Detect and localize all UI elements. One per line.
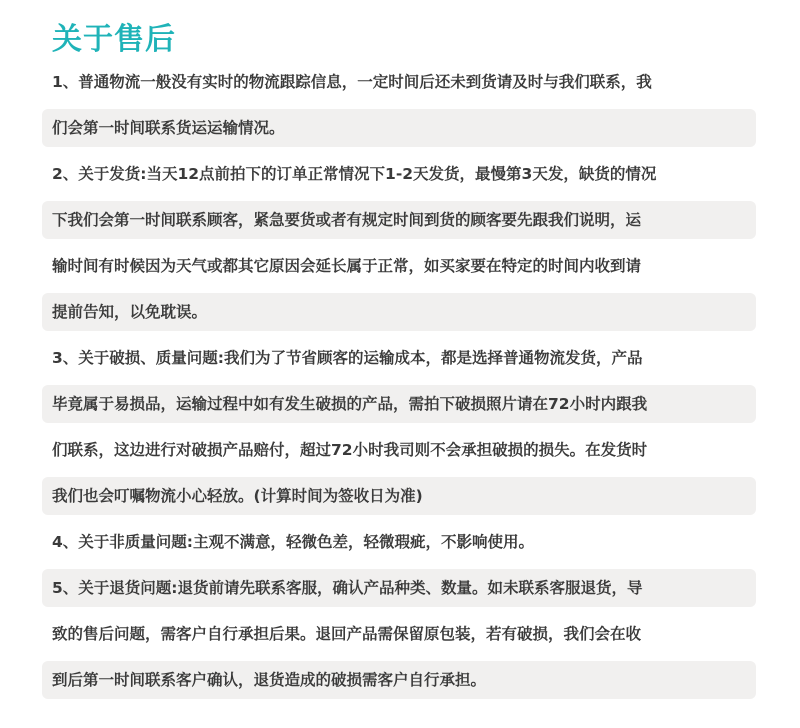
policy-line: 2、关于发货:当天12点前拍下的订单正常情况下1-2天发货，最慢第3天发，缺货的情况: [52, 165, 657, 183]
policy-line: 下我们会第一时间联系顾客，紧急要货或者有规定时间到货的顾客要先跟我们说明，运: [42, 201, 756, 239]
policy-line: 1、普通物流一般没有实时的物流跟踪信息，一定时间后还未到货请及时与我们联系，我: [52, 73, 652, 91]
policy-line: 毕竟属于易损品，运输过程中如有发生破损的产品，需拍下破损照片请在72小时内跟我: [42, 385, 756, 423]
policy-line: 4、关于非质量问题:主观不满意，轻微色差，轻微瑕疵，不影响使用。: [52, 533, 534, 551]
policy-line: 输时间有时候因为天气或都其它原因会延长属于正常，如买家要在特定的时间内收到请: [52, 257, 642, 275]
policy-line: 致的售后问题，需客户自行承担后果。退回产品需保留原包装，若有破损，我们会在收: [52, 625, 642, 643]
policy-line: 到后第一时间联系客户确认，退货造成的破损需客户自行承担。: [42, 661, 756, 699]
policy-line: 提前告知，以免耽误。: [42, 293, 756, 331]
policy-line: 们联系，这边进行对破损产品赔付，超过72小时我司则不会承担破损的损失。在发货时: [52, 441, 648, 459]
policy-line: 我们也会叮嘱物流小心轻放。(计算时间为签收日为准): [42, 477, 756, 515]
policy-line: 们会第一时间联系货运运输情况。: [42, 109, 756, 147]
policy-line: 3、关于破损、质量问题:我们为了节省顾客的运输成本，都是选择普通物流发货，产品: [52, 349, 643, 367]
page-title: 关于售后: [52, 22, 176, 57]
policy-line: 5、关于退货问题:退货前请先联系客服，确认产品种类、数量。如未联系客服退货，导: [42, 569, 756, 607]
